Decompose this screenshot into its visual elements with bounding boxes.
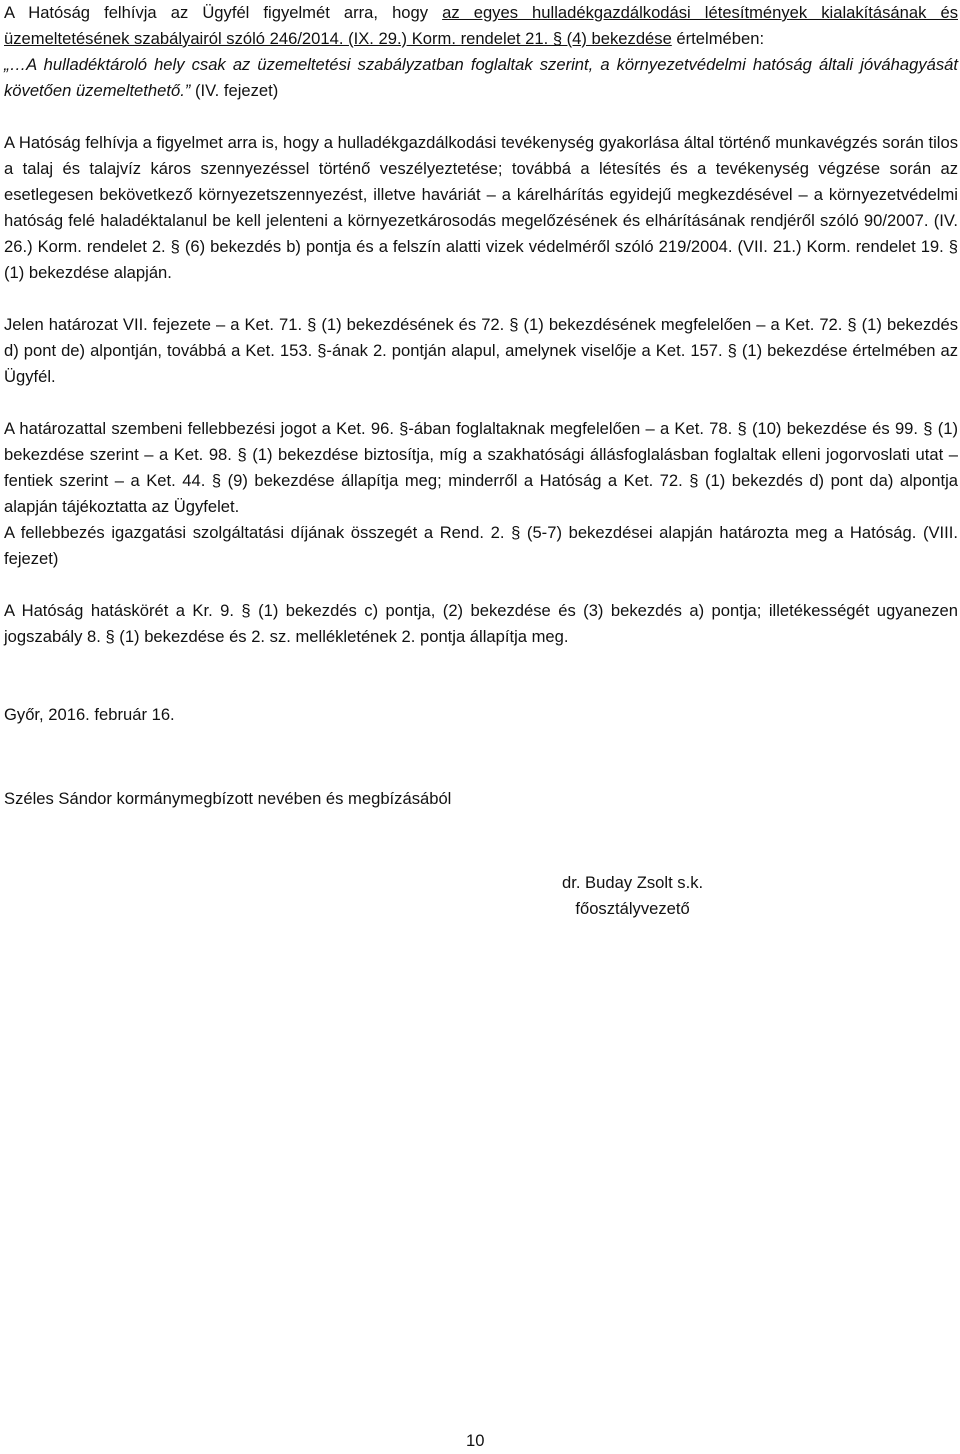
signer-name: dr. Buday Zsolt s.k. bbox=[562, 873, 704, 892]
page-number: 10 bbox=[466, 1431, 485, 1450]
signer-title: főosztályvezető bbox=[575, 899, 690, 918]
law-reference: az egyes hulladékgazdálkodási létesítmények kialakításának és üzemeltetésének szabályairól szóló 246/2014. (IX. 29.) Korm. rendelet 21. § (4) bekezdése bbox=[4, 3, 958, 48]
notice-tail: értelmében: bbox=[671, 29, 765, 48]
warning-paragraph: A Hatóság felhívja a figyelmet arra is, hogy a hulladékgazdálkodási tevékenység gyakorlása által történő munkavégzés során tilos a talaj és talajvíz káros szennyezéssel történő veszélyeztetése; továbbá a létesítés és a tevékenység végzése során az esetlegesen bekövetkező környezetszennyezést, illetve haváriát – a kárelhárítás egyidejű megkezdésével – a környezetvédelmi hatóság felé haladéktalanul be kell jelenteni a környezetkárosodás megelőzésének és elhárításának rendjéről szóló 90/2007. (IV. 26.) Korm. rendelet 2. § (6) bekezdés b) pontja és a felszín alatti vizek védelméről szóló 219/2004. (VII. 21.) Korm. rendelet 19. § (1) bekezdése alapján. bbox=[4, 133, 958, 282]
quoted-provision bbox=[4, 52, 958, 104]
notice-paragraph bbox=[4, 0, 958, 104]
chapter-vii-paragraph: Jelen határozat VII. fejezete – a Ket. 71. § (1) bekezdésének és 72. § (1) bekezdésének megfelelően – a Ket. 72. § (1) bekezdés d) pont de) alpontján, továbbá a Ket. 153. §-ának 2. pontján alapul, amelynek viselője a Ket. 157. § (1) bekezdése értelmében az Ügyfél. bbox=[4, 315, 958, 386]
signature-intro: Széles Sándor kormánymegbízott nevében és megbízásából bbox=[4, 789, 452, 808]
notice-lead: A Hatóság felhívja az Ügyfél figyelmét arra, hogy bbox=[4, 3, 443, 22]
signer-block bbox=[562, 870, 703, 922]
fee-paragraph: A fellebbezés igazgatási szolgáltatási díjának összegét a Rend. 2. § (5-7) bekezdései alapján határozta meg a Hatóság. (VIII. fejezet) bbox=[4, 523, 958, 568]
quote-text: „…A hulladéktároló hely csak az üzemeltetési szabályzatban foglaltak szerint, a környezetvédelmi hatóság általi jóváhagyását követően üzemeltethető.” bbox=[4, 55, 958, 100]
appeal-rights-paragraph: A határozattal szembeni fellebbezési jogot a Ket. 96. §-ában foglaltaknak megfelelően – a Ket. 78. § (10) bekezdése és 99. § (1) bekezdése szerint – a Ket. 98. § (1) bekezdése biztosítja, míg a szakhatósági állásfoglalásban foglaltak elleni jogorvoslati utat – fentiek szerint – a Ket. 44. § (9) bekezdése állapítja meg; minderről a Hatóság a Ket. 72. § (1) bekezdés d) pont da) alpontja alapján tájékoztatta az Ügyfelet. bbox=[4, 419, 958, 516]
issue-date: Győr, 2016. február 16. bbox=[4, 705, 175, 724]
quote-reference: (IV. fejezet) bbox=[190, 81, 279, 100]
notice-text bbox=[4, 0, 958, 52]
competence-paragraph: A Hatóság hatáskörét a Kr. 9. § (1) bekezdés c) pontja, (2) bekezdése és (3) bekezdés a) pontja; illetékességét ugyanezen jogszabály 8. § (1) bekezdése és 2. sz. mellékletének 2. pontja állapítja meg. bbox=[4, 601, 958, 646]
